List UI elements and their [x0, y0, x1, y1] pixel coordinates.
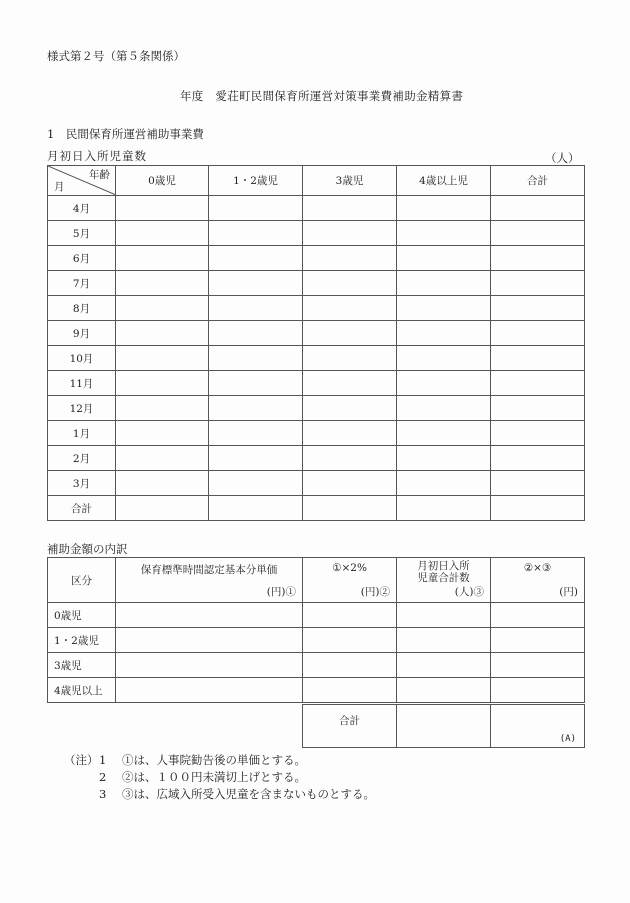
enrollment-input-cell[interactable]	[397, 446, 491, 471]
unit-price-label: 保育標準時間認定基本分単価	[140, 564, 278, 576]
note-item	[64, 786, 375, 803]
enrollment-input-cell[interactable]	[209, 446, 303, 471]
table-header-row	[48, 166, 585, 196]
subsidy-input-cell[interactable]	[116, 653, 303, 678]
table-row	[48, 371, 585, 396]
enrollment-input-cell[interactable]	[303, 421, 397, 446]
note-prefix: （注）	[64, 753, 99, 767]
note-text: ③は、広域入所受入児童を含まないものとする。	[122, 787, 375, 801]
subsidy-input-cell[interactable]	[491, 678, 585, 703]
category-label-cell: 1・2歳児	[48, 628, 116, 653]
enrollment-input-cell[interactable]	[303, 346, 397, 371]
rate-unit: (円)②	[360, 586, 390, 598]
table-row	[48, 346, 585, 371]
enrollment-input-cell[interactable]	[116, 346, 209, 371]
enrollment-input-cell[interactable]	[303, 296, 397, 321]
enrollment-input-cell[interactable]	[116, 296, 209, 321]
subsidy-input-cell[interactable]	[303, 628, 397, 653]
category-header	[48, 558, 116, 603]
subsidy-input-cell[interactable]	[116, 603, 303, 628]
table-row	[48, 603, 585, 628]
enrollment-input-cell[interactable]	[303, 471, 397, 496]
section1-subheading: 月初日入所児童数	[47, 149, 147, 163]
note-number: 3	[99, 787, 107, 801]
enrollment-input-cell[interactable]	[209, 496, 303, 521]
table-row	[48, 678, 585, 703]
enrollment-input-cell[interactable]	[209, 321, 303, 346]
month-label-cell: 5月	[48, 221, 116, 246]
unit-label: （人）	[545, 151, 580, 165]
enrollment-input-cell[interactable]	[116, 446, 209, 471]
children-count-unit: (人)③	[454, 586, 484, 598]
enrollment-input-cell[interactable]	[491, 371, 585, 396]
total-label: 合計	[339, 715, 360, 727]
subsidy-input-cell[interactable]	[116, 678, 303, 703]
table-row	[48, 221, 585, 246]
month-label-cell: 4月	[48, 196, 116, 221]
enrollment-input-cell[interactable]	[491, 271, 585, 296]
enrollment-input-cell[interactable]	[116, 221, 209, 246]
enrollment-input-cell[interactable]	[209, 371, 303, 396]
enrollment-input-cell[interactable]	[491, 496, 585, 521]
enrollment-input-cell[interactable]	[397, 271, 491, 296]
column-header: 0歳児	[116, 166, 209, 196]
age-label: 年齢	[89, 169, 110, 181]
children-count-line2: 児童合計数	[417, 572, 470, 584]
table-row	[48, 396, 585, 421]
total-label-cell	[303, 705, 397, 748]
enrollment-input-cell[interactable]	[209, 246, 303, 271]
month-label-cell: 6月	[48, 246, 116, 271]
diagonal-header-cell	[48, 166, 116, 196]
table-row	[48, 496, 585, 521]
table-row	[48, 471, 585, 496]
enrollment-input-cell[interactable]	[116, 496, 209, 521]
total-count-cell[interactable]	[397, 705, 491, 748]
enrollment-input-cell[interactable]	[491, 471, 585, 496]
amount-label: ②×③	[523, 562, 552, 574]
month-label-cell: 7月	[48, 271, 116, 296]
total-amount-cell[interactable]	[491, 705, 585, 748]
subsidy-input-cell[interactable]	[397, 678, 491, 703]
enrollment-input-cell[interactable]	[397, 296, 491, 321]
subsidy-input-cell[interactable]	[303, 653, 397, 678]
enrollment-input-cell[interactable]	[491, 296, 585, 321]
subsidy-input-cell[interactable]	[116, 628, 303, 653]
table-row	[48, 653, 585, 678]
enrollment-input-cell[interactable]	[303, 371, 397, 396]
unit-price-unit: (円)①	[266, 586, 296, 598]
enrollment-input-cell[interactable]	[209, 271, 303, 296]
children-count-line1: 月初日入所	[417, 560, 470, 572]
month-label-cell: 8月	[48, 296, 116, 321]
subsidy-input-cell[interactable]	[303, 603, 397, 628]
section1-heading: 1 民間保育所運営補助事業費	[47, 127, 204, 141]
enrollment-input-cell[interactable]	[491, 196, 585, 221]
enrollment-input-cell[interactable]	[397, 321, 491, 346]
amount-header	[491, 558, 585, 603]
note-number: 2	[99, 770, 107, 784]
enrollment-input-cell[interactable]	[116, 396, 209, 421]
enrollment-input-cell[interactable]	[209, 346, 303, 371]
column-header: 合計	[491, 166, 585, 196]
table-row	[48, 271, 585, 296]
document-title: 年度 愛荘町民間保育所運営対策事業費補助金精算書	[180, 89, 464, 103]
enrollment-input-cell[interactable]	[397, 496, 491, 521]
subsidy-input-cell[interactable]	[397, 603, 491, 628]
enrollment-input-cell[interactable]	[491, 346, 585, 371]
subsidy-input-cell[interactable]	[303, 678, 397, 703]
enrollment-input-cell[interactable]	[491, 246, 585, 271]
enrollment-input-cell[interactable]	[491, 221, 585, 246]
category-label-cell: 0歳児	[48, 603, 116, 628]
enrollment-input-cell[interactable]	[397, 221, 491, 246]
enrollment-input-cell[interactable]	[303, 496, 397, 521]
enrollment-input-cell[interactable]	[491, 396, 585, 421]
month-label-cell: 9月	[48, 321, 116, 346]
enrollment-input-cell[interactable]	[491, 446, 585, 471]
enrollment-input-cell[interactable]	[397, 346, 491, 371]
monthly-enrollment-table	[47, 165, 585, 521]
category-label-cell: 4歳児以上	[48, 678, 116, 703]
enrollment-input-cell[interactable]	[116, 421, 209, 446]
total-row	[303, 705, 585, 748]
enrollment-input-cell[interactable]	[209, 396, 303, 421]
column-header: 1・2歳児	[209, 166, 303, 196]
subsidy-input-cell[interactable]	[491, 603, 585, 628]
note-number: 1	[99, 753, 107, 767]
category-header-label: 区分	[71, 574, 92, 587]
enrollment-input-cell[interactable]	[303, 396, 397, 421]
enrollment-input-cell[interactable]	[303, 196, 397, 221]
subsidy-breakdown-table	[47, 557, 585, 703]
unit-price-header	[116, 558, 303, 603]
enrollment-input-cell[interactable]	[303, 246, 397, 271]
table-row	[48, 196, 585, 221]
enrollment-input-cell[interactable]	[397, 471, 491, 496]
enrollment-input-cell[interactable]	[397, 246, 491, 271]
children-count-header	[397, 558, 491, 603]
table-row	[48, 296, 585, 321]
month-label-cell: 1月	[48, 421, 116, 446]
month-label-cell: 合計	[48, 496, 116, 521]
month-label: 月	[54, 181, 65, 193]
column-header: 3歳児	[303, 166, 397, 196]
subsidy-input-cell[interactable]	[397, 628, 491, 653]
amount-unit: (円)	[559, 586, 578, 598]
form-number: 様式第２号（第５条関係）	[47, 49, 185, 63]
subsidy-input-cell[interactable]	[491, 628, 585, 653]
enrollment-input-cell[interactable]	[209, 471, 303, 496]
subsidy-input-cell[interactable]	[397, 653, 491, 678]
table-row	[48, 321, 585, 346]
month-label-cell: 12月	[48, 396, 116, 421]
month-label-cell: 2月	[48, 446, 116, 471]
total-mark: (A)	[559, 734, 576, 744]
month-label-cell: 3月	[48, 471, 116, 496]
category-label-cell: 3歳児	[48, 653, 116, 678]
enrollment-input-cell[interactable]	[116, 196, 209, 221]
section2-heading: 補助金額の内訳	[47, 542, 128, 556]
table-row	[48, 246, 585, 271]
subsidy-total-table	[302, 704, 585, 748]
enrollment-input-cell[interactable]	[397, 421, 491, 446]
note-item	[64, 752, 375, 769]
enrollment-input-cell[interactable]	[397, 396, 491, 421]
enrollment-input-cell[interactable]	[303, 321, 397, 346]
enrollment-input-cell[interactable]	[209, 221, 303, 246]
month-label-cell: 10月	[48, 346, 116, 371]
note-item	[64, 769, 375, 786]
subsidy-input-cell[interactable]	[491, 653, 585, 678]
enrollment-input-cell[interactable]	[209, 196, 303, 221]
table-row	[48, 421, 585, 446]
month-label-cell: 11月	[48, 371, 116, 396]
enrollment-input-cell[interactable]	[209, 421, 303, 446]
enrollment-input-cell[interactable]	[209, 296, 303, 321]
rate-header	[303, 558, 397, 603]
enrollment-input-cell[interactable]	[116, 471, 209, 496]
column-header: 4歳以上児	[397, 166, 491, 196]
enrollment-input-cell[interactable]	[397, 196, 491, 221]
enrollment-input-cell[interactable]	[116, 321, 209, 346]
rate-label: ①×2%	[332, 562, 367, 574]
enrollment-input-cell[interactable]	[303, 271, 397, 296]
enrollment-input-cell[interactable]	[491, 421, 585, 446]
enrollment-input-cell[interactable]	[116, 271, 209, 296]
enrollment-input-cell[interactable]	[491, 321, 585, 346]
table-row	[48, 446, 585, 471]
enrollment-input-cell[interactable]	[397, 371, 491, 396]
enrollment-input-cell[interactable]	[116, 246, 209, 271]
notes	[64, 752, 375, 803]
table-row	[48, 628, 585, 653]
table-header-row	[48, 558, 585, 603]
note-text: ②は、１００円未満切上げとする。	[122, 770, 306, 784]
enrollment-input-cell[interactable]	[303, 221, 397, 246]
enrollment-input-cell[interactable]	[116, 371, 209, 396]
note-text: ①は、人事院勧告後の単価とする。	[122, 753, 306, 767]
enrollment-input-cell[interactable]	[303, 446, 397, 471]
